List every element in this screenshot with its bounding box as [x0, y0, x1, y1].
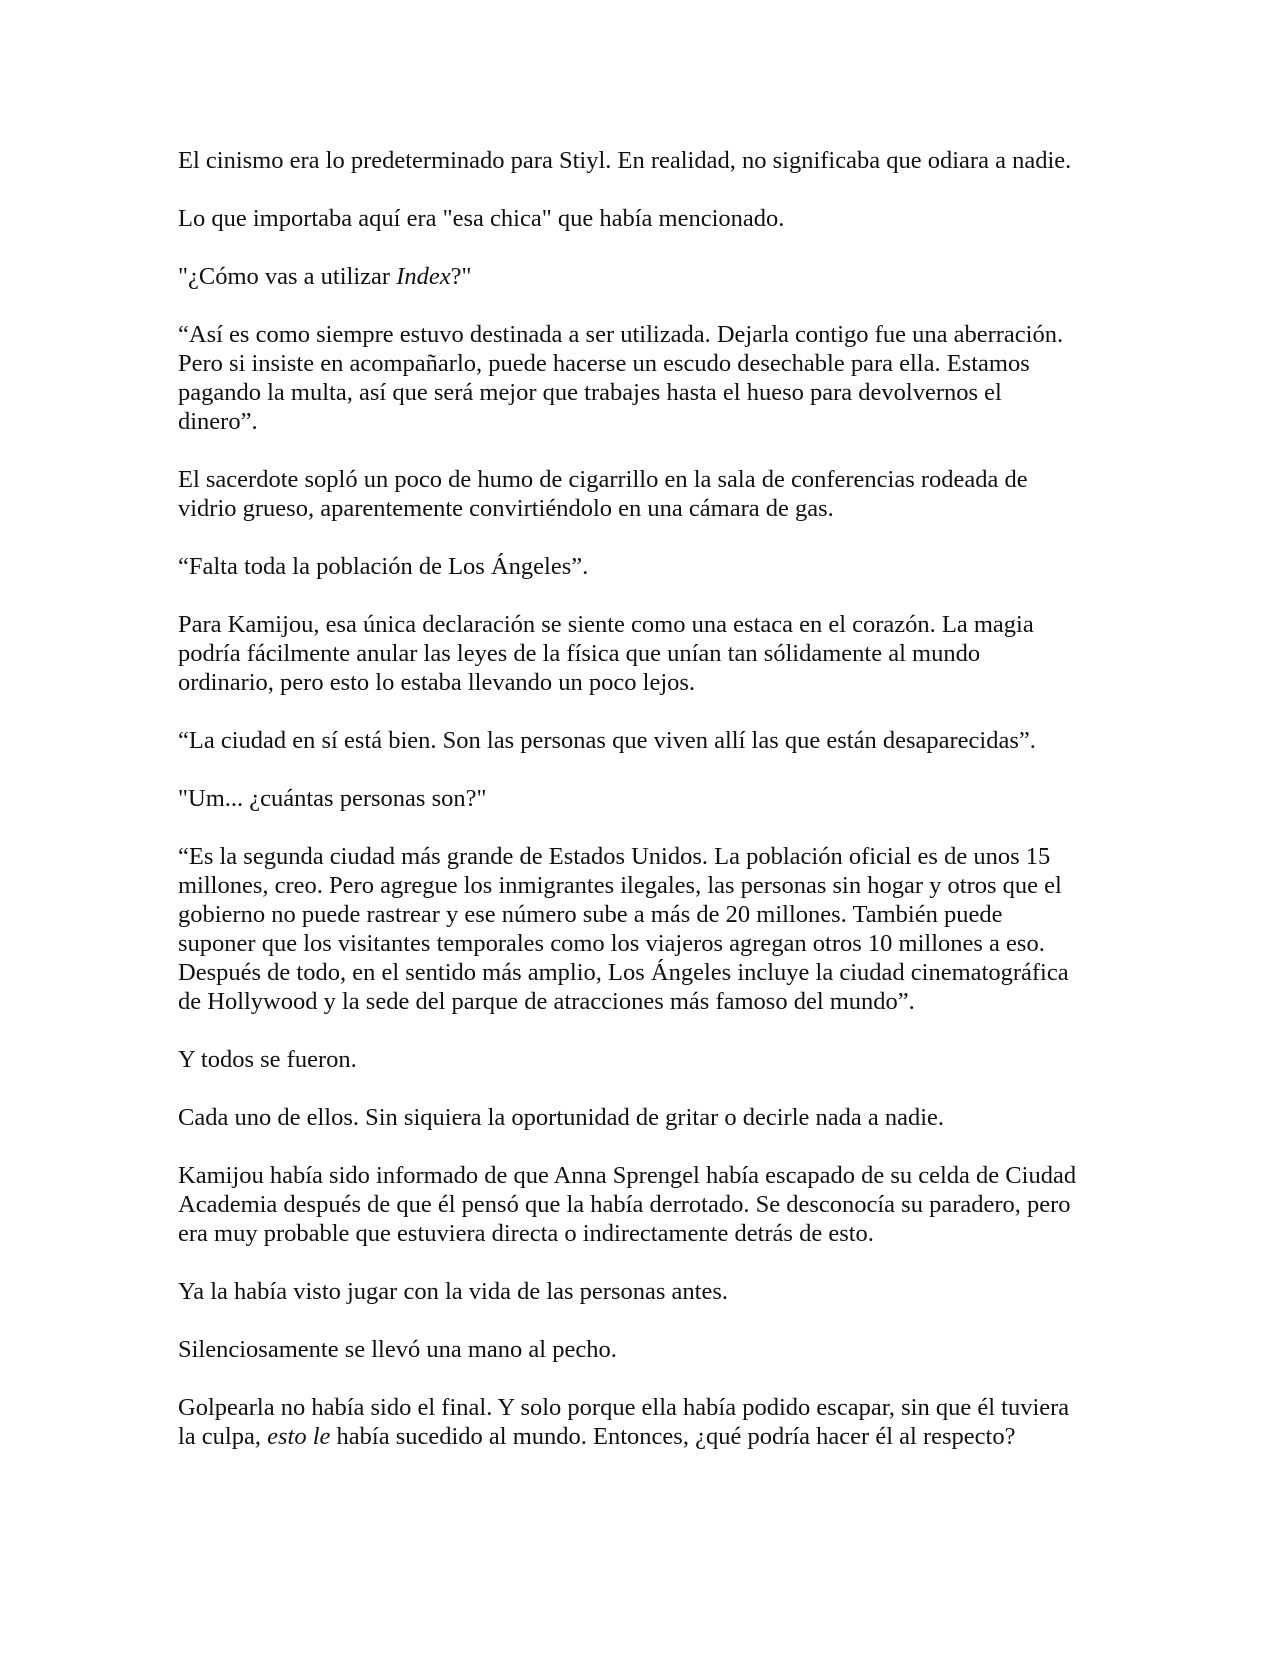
paragraph-3	[178, 262, 1118, 291]
paragraph-9	[178, 784, 1118, 813]
paragraph-13	[178, 1161, 1118, 1248]
text-line: “Así es como siempre estuvo destinada a ser utilizada. Dejarla contigo fue una aberración.	[178, 321, 1064, 348]
text-line: Después de todo, en el sentido más amplio, Los Ángeles incluye la ciudad cinematográfica	[178, 959, 1069, 986]
text-line: dinero”.	[178, 408, 258, 435]
paragraph-10	[178, 842, 1118, 1016]
text-line	[178, 1422, 1118, 1451]
text-line: “Es la segunda ciudad más grande de Estados Unidos. La población oficial es de unos 15	[178, 843, 1051, 870]
paragraph-11	[178, 1045, 1118, 1074]
dialogue-text: ?"	[450, 263, 472, 290]
text-line: Para Kamijou, esa única declaración se siente como una estaca en el corazón. La magia	[178, 611, 1034, 638]
paragraph-4	[178, 320, 1118, 436]
paragraph-14	[178, 1277, 1118, 1306]
document-page	[178, 146, 1118, 1480]
paragraph-7	[178, 610, 1118, 697]
text-line	[178, 262, 1118, 291]
paragraph-1	[178, 146, 1118, 175]
text-line: vidrio grueso, aparentemente convirtiéndolo en una cámara de gas.	[178, 495, 834, 522]
text-line: Kamijou había sido informado de que Anna Sprengel había escapado de su celda de Ciudad	[178, 1162, 1077, 1189]
paragraph-6	[178, 552, 1118, 581]
text-line: era muy probable que estuviera directa o indirectamente detrás de esto.	[178, 1220, 874, 1247]
italic-text: esto le	[267, 1423, 331, 1450]
text-line: "Um... ¿cuántas personas son?"	[178, 785, 487, 812]
text-line: podría fácilmente anular las leyes de la física que unían tan sólidamente al mundo	[178, 640, 981, 667]
text-line: Lo que importaba aquí era "esa chica" que había mencionado.	[178, 205, 785, 232]
narration-text: la culpa,	[178, 1423, 268, 1450]
dialogue-text: "¿Cómo vas a utilizar	[178, 263, 397, 290]
italic-text: Index	[396, 263, 451, 290]
text-line: El cinismo era lo predeterminado para Stiyl. En realidad, no significaba que odiara a nadie.	[178, 147, 1072, 174]
text-line: Academia después de que él pensó que la había derrotado. Se desconocía su paradero, pero	[178, 1191, 1071, 1218]
text-line: Y todos se fueron.	[178, 1046, 357, 1073]
paragraph-12	[178, 1103, 1118, 1132]
paragraph-5	[178, 465, 1118, 523]
paragraph-2	[178, 204, 1118, 233]
text-line: gobierno no puede rastrear y ese número sube a más de 20 millones. También puede	[178, 901, 1003, 928]
paragraph-16	[178, 1393, 1118, 1451]
text-line: millones, creo. Pero agregue los inmigrantes ilegales, las personas sin hogar y otros que el	[178, 872, 1062, 899]
text-line: “La ciudad en sí está bien. Son las personas que viven allí las que están desaparecidas”.	[178, 727, 1036, 754]
text-line: pagando la multa, así que será mejor que trabajes hasta el hueso para devolvernos el	[178, 379, 1002, 406]
text-line: Cada uno de ellos. Sin siquiera la oportunidad de gritar o decirle nada a nadie.	[178, 1104, 945, 1131]
text-line: de Hollywood y la sede del parque de atracciones más famoso del mundo”.	[178, 988, 915, 1015]
text-line: ordinario, pero esto lo estaba llevando un poco lejos.	[178, 669, 696, 696]
text-line: Pero si insiste en acompañarlo, puede hacerse un escudo desechable para ella. Estamos	[178, 350, 1030, 377]
paragraph-8	[178, 726, 1118, 755]
text-line: suponer que los visitantes temporales como los viajeros agregan otros 10 millones a eso.	[178, 930, 1045, 957]
narration-text: había sucedido al mundo. Entonces, ¿qué podría hacer él al respecto?	[330, 1423, 1016, 1450]
text-line: Golpearla no había sido el final. Y solo porque ella había podido escapar, sin que él tuviera	[178, 1394, 1070, 1421]
text-line: El sacerdote sopló un poco de humo de cigarrillo en la sala de conferencias rodeada de	[178, 466, 1028, 493]
text-line: “Falta toda la población de Los Ángeles”.	[178, 553, 589, 580]
paragraph-15	[178, 1335, 1118, 1364]
text-line: Silenciosamente se llevó una mano al pecho.	[178, 1336, 617, 1363]
text-line: Ya la había visto jugar con la vida de las personas antes.	[178, 1278, 728, 1305]
